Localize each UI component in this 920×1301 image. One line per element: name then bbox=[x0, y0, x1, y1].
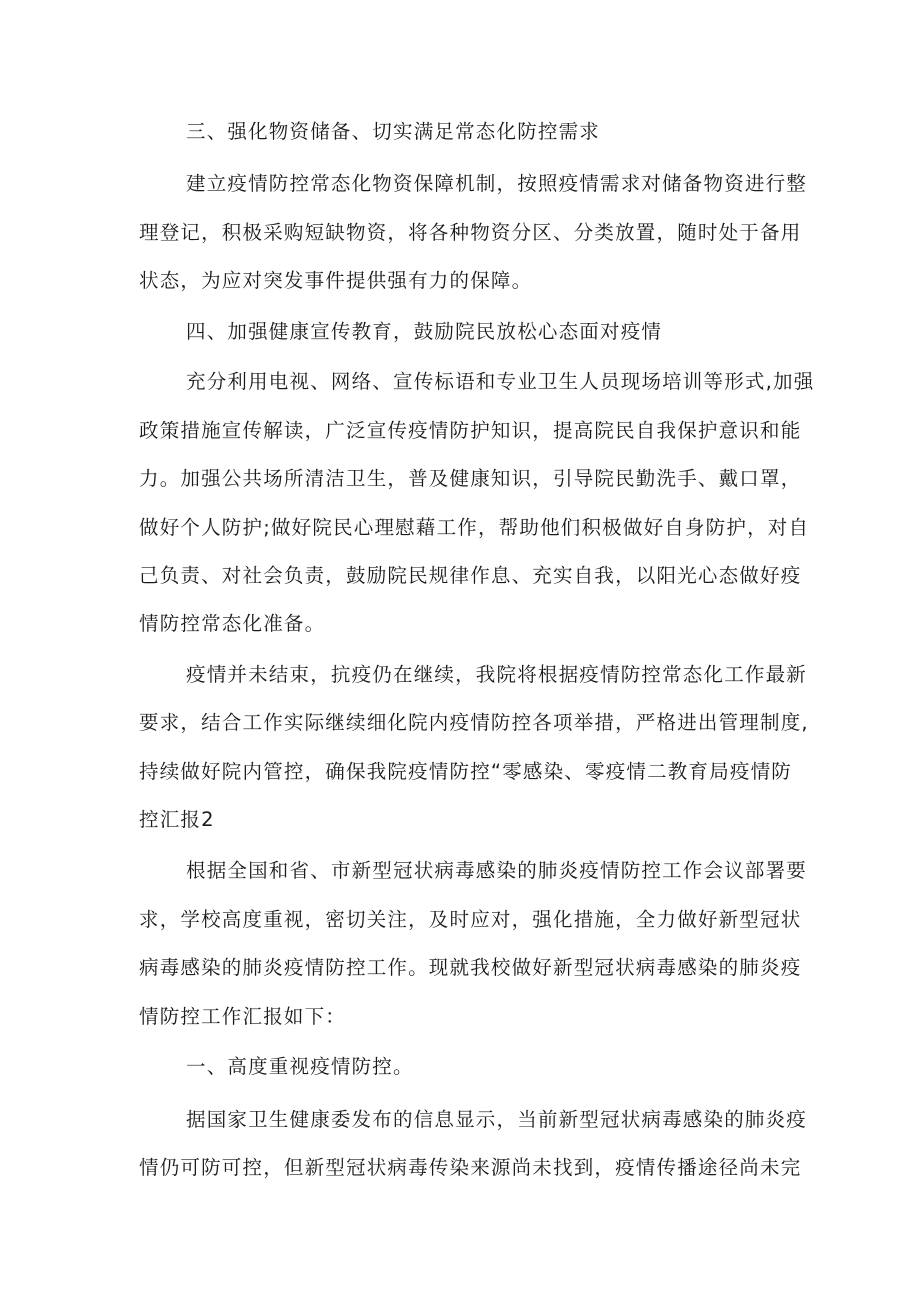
heading-section-4: 四、加强健康宣传教育，鼓励院民放松心态面对疫情 bbox=[186, 320, 663, 343]
paragraph-line: 情仍可防可控，但新型冠状病毒传染来源尚未找到，疫情传播途径尚未完 bbox=[139, 1156, 802, 1179]
paragraph-line: 充分利用电视、网络、宣传标语和专业卫生人员现场培训等形式,加强 bbox=[186, 370, 815, 393]
paragraph-line: 状态，为应对突发事件提供强有力的保障。 bbox=[139, 269, 533, 292]
paragraph-line: 持续做好院内管控，确保我院疫情防控“零感染、零疫情二教育局疫情防 bbox=[139, 760, 793, 783]
heading-section-3: 三、强化物资储备、切实满足常态化防控需求 bbox=[186, 120, 601, 143]
paragraph-line: 理登记，积极采购短缺物资，将各种物资分区、分类放置，随时处于备用 bbox=[139, 221, 802, 244]
heading-section-1: 一、高度重视疫情防控。 bbox=[186, 1055, 414, 1078]
paragraph-line: 求，学校高度重视，密切关注，及时应对，强化措施，全力做好新型冠状 bbox=[139, 908, 802, 931]
paragraph-line: 情防控常态化准备。 bbox=[139, 612, 326, 635]
paragraph-line: 己负责、对社会负责，鼓励院民规律作息、充实自我，以阳光心态做好疫 bbox=[139, 564, 802, 587]
paragraph-line: 情防控工作汇报如下： bbox=[139, 1005, 347, 1028]
paragraph-line: 据国家卫生健康委发布的信息显示，当前新型冠状病毒感染的肺炎疫 bbox=[186, 1108, 808, 1131]
paragraph-line: 病毒感染的肺炎疫情防控工作。现就我校做好新型冠状病毒感染的肺炎疫 bbox=[139, 956, 802, 979]
paragraph-line: 做好个人防护;做好院民心理慰藉工作，帮助他们积极做好自身防护，对自 bbox=[139, 516, 810, 539]
paragraph-line: 疫情并未结束，抗疫仍在继续，我院将根据疫情防控常态化工作最新 bbox=[186, 663, 808, 686]
paragraph-line: 建立疫情防控常态化物资保障机制，按照疫情需求对储备物资进行整 bbox=[186, 172, 808, 195]
paragraph-line: 政策措施宣传解读，广泛宣传疫情防护知识，提高院民自我保护意识和能 bbox=[139, 419, 802, 442]
paragraph-line: 要求，结合工作实际继续细化院内疫情防控各项举措，严格进出管理制度, bbox=[139, 711, 809, 734]
paragraph-line: 力。加强公共场所清洁卫生，普及健康知识，引导院民勤洗手、戴口罩， bbox=[139, 467, 802, 490]
paragraph-line: 根据全国和省、市新型冠状病毒感染的肺炎疫情防控工作会议部署要 bbox=[186, 859, 808, 882]
paragraph-line: 控汇报2 bbox=[139, 808, 215, 831]
